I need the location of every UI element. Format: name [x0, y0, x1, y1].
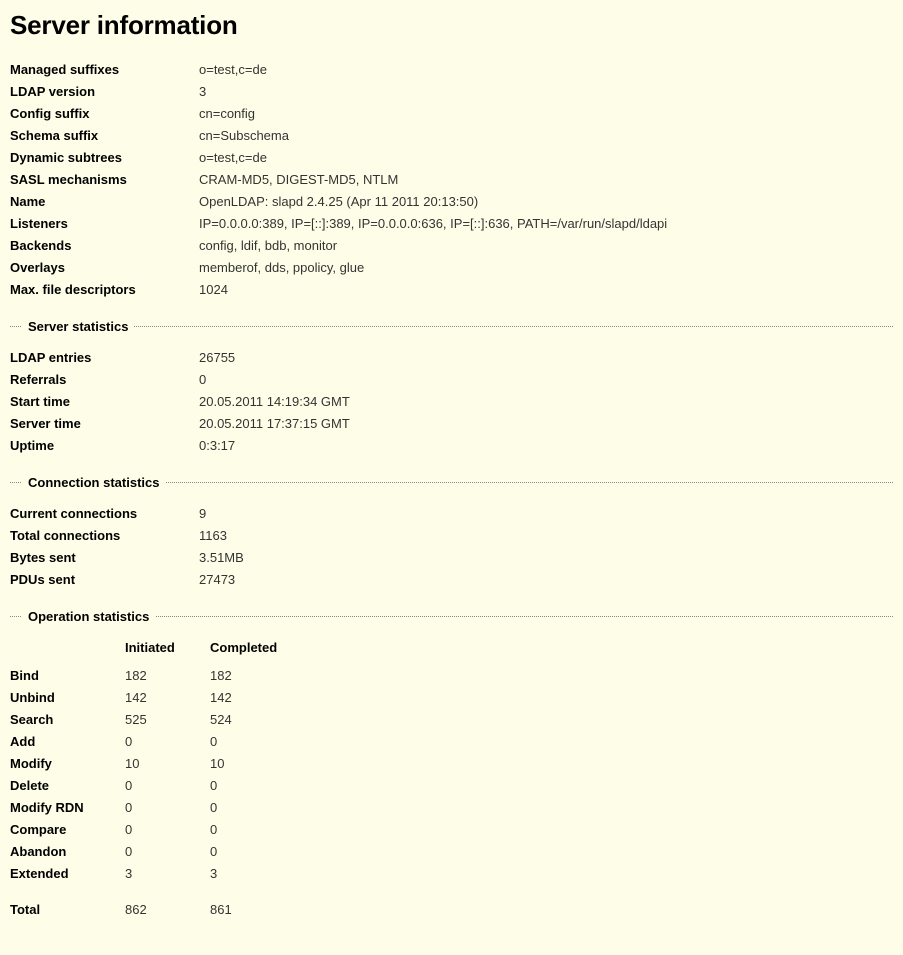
operation-initiated: 3 — [125, 866, 133, 881]
server-info-value: OpenLDAP: slapd 2.4.25 (Apr 11 2011 20:13:50) — [199, 194, 479, 209]
server-info-value: config, ldif, bdb, monitor — [199, 238, 338, 253]
table-row — [10, 85, 667, 107]
table-row — [10, 373, 350, 395]
connection-statistics-label: Bytes sent — [10, 550, 76, 565]
operation-completed: 524 — [210, 712, 232, 727]
operation-completed: 3 — [210, 866, 218, 881]
table-row — [10, 439, 350, 461]
server-info-label: Max. file descriptors — [10, 282, 136, 297]
operation-initiated: 142 — [125, 690, 147, 705]
table-row — [10, 261, 667, 283]
table-header-row — [10, 641, 295, 669]
connection-statistics-header — [10, 475, 893, 489]
operation-total-completed: 861 — [210, 902, 232, 917]
table-row — [10, 351, 350, 373]
table-row — [10, 151, 667, 173]
connection-statistics-value: 3.51MB — [199, 550, 244, 565]
connection-statistics-table-body — [10, 507, 244, 595]
server-info-table — [10, 63, 667, 305]
table-row — [10, 713, 295, 735]
table-row — [10, 735, 295, 757]
connection-statistics-table — [10, 507, 244, 595]
server-statistics-value: 0:3:17 — [199, 438, 236, 453]
operation-statistics-table — [10, 641, 295, 925]
server-statistics-value: 20.05.2011 17:37:15 GMT — [199, 416, 350, 431]
operation-label: Bind — [10, 668, 39, 683]
operation-initiated: 0 — [125, 734, 133, 749]
table-row — [10, 867, 295, 889]
table-row — [10, 63, 667, 85]
connection-statistics-label: PDUs sent — [10, 572, 76, 587]
table-row — [10, 129, 667, 151]
server-info-label: Overlays — [10, 260, 65, 275]
server-statistics-section — [10, 319, 893, 461]
column-header-operation — [10, 641, 125, 669]
connection-statistics-label: Total connections — [10, 528, 121, 543]
section-title: Operation statistics — [22, 609, 155, 624]
server-statistics-label: Start time — [10, 394, 70, 409]
table-row — [10, 217, 667, 239]
operation-label: Compare — [10, 822, 67, 837]
server-info-label: Name — [10, 194, 46, 209]
table-row — [10, 757, 295, 779]
table-row — [10, 551, 244, 573]
table-row — [10, 529, 244, 551]
operation-label: Modify — [10, 756, 52, 771]
operation-completed: 0 — [210, 778, 218, 793]
operation-statistics-table-body — [10, 669, 295, 925]
server-statistics-label: Uptime — [10, 438, 55, 453]
operation-initiated: 0 — [125, 822, 133, 837]
table-row — [10, 507, 244, 529]
server-info-value: o=test,c=de — [199, 150, 267, 165]
operation-initiated: 525 — [125, 712, 147, 727]
server-statistics-label: LDAP entries — [10, 350, 92, 365]
server-info-value: o=test,c=de — [199, 62, 267, 77]
connection-statistics-value: 27473 — [199, 572, 236, 587]
operation-completed: 0 — [210, 734, 218, 749]
server-info-label: LDAP version — [10, 84, 96, 99]
operation-label: Unbind — [10, 690, 55, 705]
server-info-label: Config suffix — [10, 106, 90, 121]
connection-statistics-section — [10, 475, 893, 595]
server-info-value: 1024 — [199, 282, 228, 297]
table-row — [10, 283, 667, 305]
operation-completed: 142 — [210, 690, 232, 705]
table-row-total — [10, 889, 295, 925]
server-info-value: 3 — [199, 84, 207, 99]
operation-statistics-table-head — [10, 641, 295, 669]
table-row — [10, 573, 244, 595]
table-row — [10, 395, 350, 417]
connection-statistics-value: 1163 — [199, 528, 227, 543]
operation-completed: 182 — [210, 668, 232, 683]
operation-initiated: 0 — [125, 800, 133, 815]
table-row — [10, 845, 295, 867]
operation-label: Modify RDN — [10, 800, 84, 815]
operation-initiated: 0 — [125, 778, 133, 793]
server-info-value: CRAM-MD5, DIGEST-MD5, NTLM — [199, 172, 399, 187]
server-info-label: Listeners — [10, 216, 68, 231]
section-title: Server statistics — [22, 319, 134, 334]
table-row — [10, 779, 295, 801]
server-statistics-label: Referrals — [10, 372, 67, 387]
table-row — [10, 801, 295, 823]
operation-completed: 0 — [210, 844, 218, 859]
column-header-completed: Completed — [210, 640, 278, 655]
server-info-label: Dynamic subtrees — [10, 150, 122, 165]
server-statistics-label: Server time — [10, 416, 81, 431]
server-info-value: cn=config — [199, 106, 256, 121]
server-info-label: Backends — [10, 238, 72, 253]
operation-label: Extended — [10, 866, 69, 881]
page-title: Server information — [10, 10, 238, 40]
server-info-label: SASL mechanisms — [10, 172, 127, 187]
server-info-value: cn=Subschema — [199, 128, 289, 143]
table-row — [10, 195, 667, 217]
operation-label: Add — [10, 734, 36, 749]
column-header-initiated: Initiated — [125, 640, 175, 655]
operation-total-label: Total — [10, 902, 41, 917]
operation-completed: 0 — [210, 800, 218, 815]
server-info-value: memberof, dds, ppolicy, glue — [199, 260, 365, 275]
operation-initiated: 182 — [125, 668, 147, 683]
table-row — [10, 823, 295, 845]
operation-total-initiated: 862 — [125, 902, 147, 917]
server-statistics-value: 0 — [199, 372, 207, 387]
connection-statistics-value: 9 — [199, 506, 207, 521]
section-divider — [10, 326, 893, 327]
server-statistics-table — [10, 351, 350, 461]
connection-statistics-label: Current connections — [10, 506, 138, 521]
table-row — [10, 173, 667, 195]
table-row — [10, 669, 295, 691]
table-row — [10, 691, 295, 713]
section-title: Connection statistics — [22, 475, 165, 490]
server-info-value: IP=0.0.0.0:389, IP=[::]:389, IP=0.0.0.0:636, IP=[::]:636, PATH=/var/run/slapd/ldapi — [199, 216, 668, 231]
operation-initiated: 10 — [125, 756, 140, 771]
operation-statistics-section — [10, 609, 893, 925]
server-statistics-header — [10, 319, 893, 333]
table-row — [10, 239, 667, 261]
table-row — [10, 417, 350, 439]
server-statistics-value: 26755 — [199, 350, 236, 365]
operation-initiated: 0 — [125, 844, 133, 859]
server-statistics-value: 20.05.2011 14:19:34 GMT — [199, 394, 350, 409]
operation-completed: 10 — [210, 756, 225, 771]
operation-label: Delete — [10, 778, 50, 793]
server-info-label: Schema suffix — [10, 128, 99, 143]
table-row — [10, 107, 667, 129]
operation-label: Abandon — [10, 844, 67, 859]
operation-label: Search — [10, 712, 54, 727]
server-info-table-body — [10, 63, 667, 305]
operation-statistics-header — [10, 609, 893, 623]
server-statistics-table-body — [10, 351, 350, 461]
server-info-label: Managed suffixes — [10, 62, 120, 77]
operation-completed: 0 — [210, 822, 218, 837]
